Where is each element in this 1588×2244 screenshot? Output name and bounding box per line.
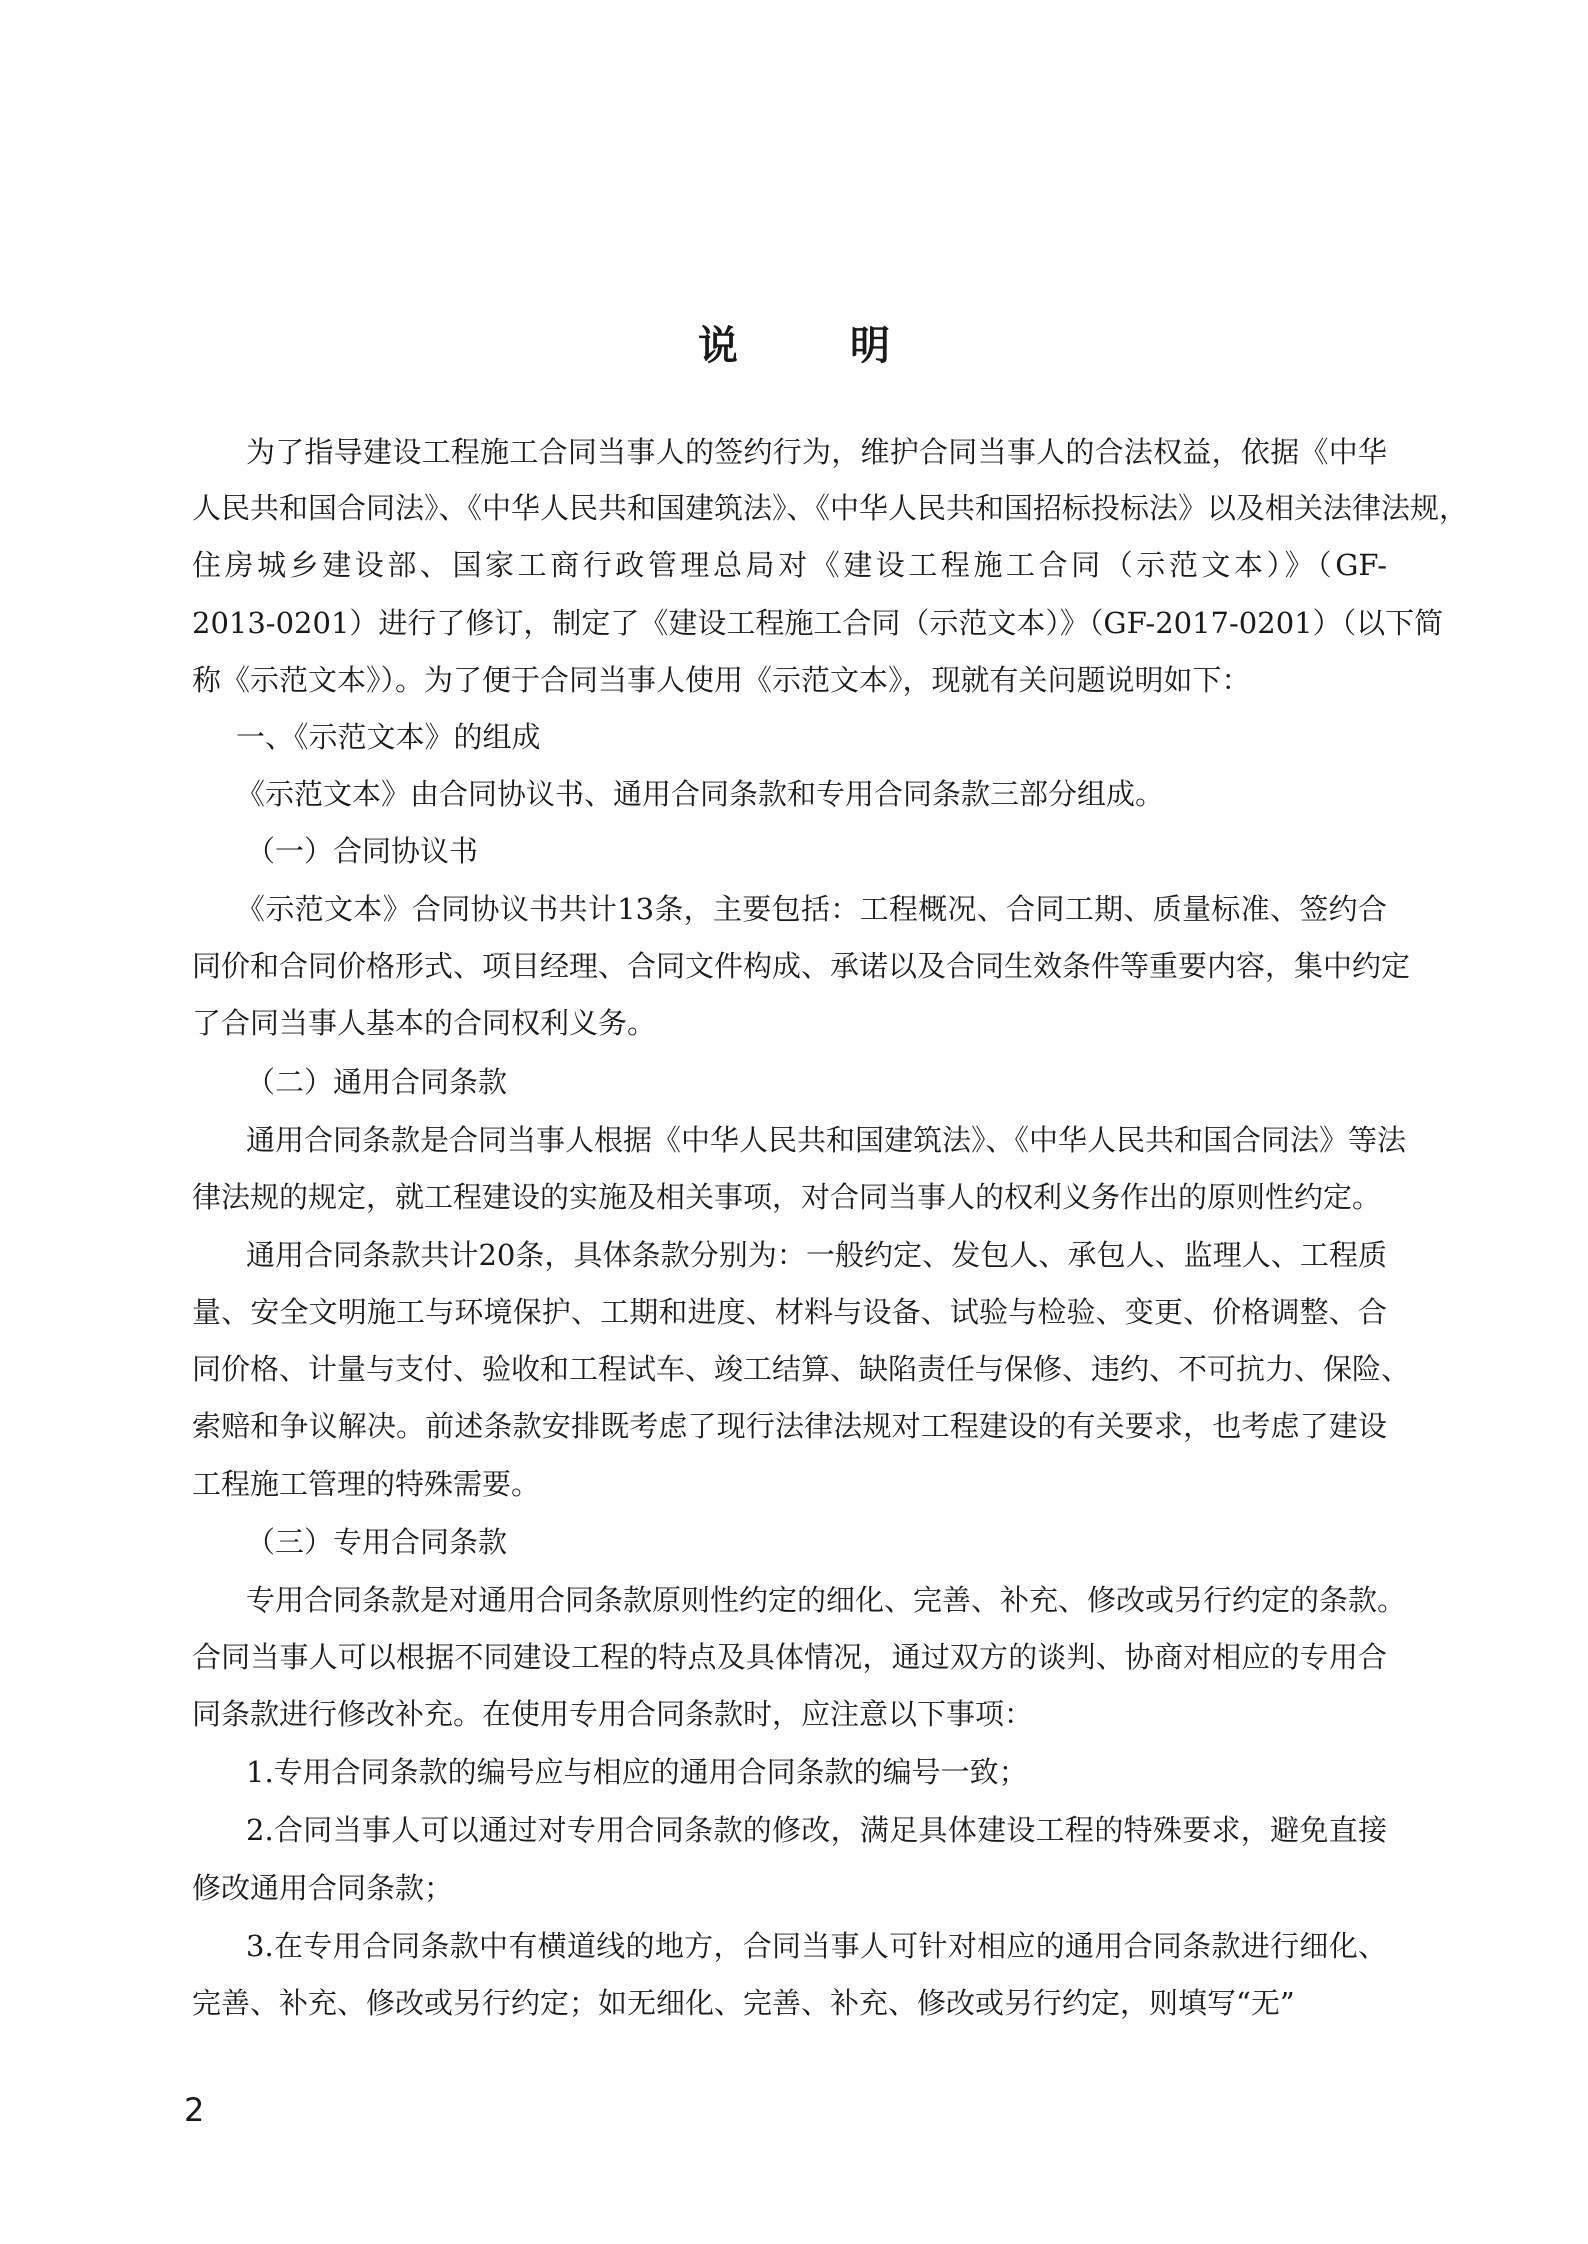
list-item: 2.合同当事人可以通过对专用合同条款的修改，满足具体建设工程的特殊要求，避免直接 (246, 1813, 1387, 1847)
subsection-heading: （一）合同协议书 (246, 834, 479, 868)
section-heading: 一、《示范文本》的组成 (236, 720, 541, 754)
subsection-heading: （二）通用合同条款 (246, 1065, 508, 1099)
text-line: 同价格、计量与支付、验收和工程试车、竣工结算、缺陷责任与保修、违约、不可抗力、保险、 (192, 1352, 1411, 1386)
page-title: 说 明 (698, 322, 926, 369)
text-line: 《示范文本》由合同协议书、通用合同条款和专用合同条款三部分组成。 (236, 777, 1165, 811)
text-line: 同条款进行修改补充。在使用专用合同条款时，应注意以下事项： (192, 1697, 1034, 1731)
text-line: 量、安全文明施工与环境保护、工期和进度、材料与设备、试验与检验、变更、价格调整、合 (192, 1295, 1387, 1329)
text-line: 2013-0201）进行了修订，制定了《建设工程施工合同（示范文本）》（GF-2017-0201）（以下简 (192, 606, 1444, 640)
text-line: 人民共和国合同法》、《中华人民共和国建筑法》、《中华人民共和国招标投标法》以及相关法律法规， (192, 491, 1469, 525)
text-line: 《示范文本》合同协议书共计13条，主要包括：工程概况、合同工期、质量标准、签约合 (236, 892, 1387, 926)
text-line: 通用合同条款是合同当事人根据《中华人民共和国建筑法》、《中华人民共和国合同法》等法 (246, 1123, 1407, 1157)
page-number: 2 (184, 2091, 205, 2129)
text-line: 了合同当事人基本的合同权利义务。 (192, 1006, 657, 1040)
text-line: 专用合同条款是对通用合同条款原则性约定的细化、完善、补充、修改或另行约定的条款。 (246, 1583, 1407, 1617)
text-line: 修改通用合同条款； (192, 1871, 454, 1905)
text-line: 完善、补充、修改或另行约定；如无细化、完善、补充、修改或另行约定，则填写“无” (192, 1986, 1295, 2020)
list-item: 3.在专用合同条款中有横道线的地方，合同当事人可针对相应的通用合同条款进行细化、 (246, 1929, 1387, 1963)
text-line: 合同当事人可以根据不同建设工程的特点及具体情况，通过双方的谈判、协商对相应的专用合 (192, 1640, 1387, 1674)
text-line: 索赔和争议解决。前述条款安排既考虑了现行法律法规对工程建设的有关要求，也考虑了建设 (192, 1409, 1387, 1443)
subsection-heading: （三）专用合同条款 (246, 1525, 508, 1559)
text-line: 称《示范文本》）。为了便于合同当事人使用《示范文本》，现就有关问题说明如下： (192, 663, 1251, 697)
text-line: 律法规的规定，就工程建设的实施及相关事项，对合同当事人的权利义务作出的原则性约定。 (192, 1180, 1382, 1214)
text-line: 为了指导建设工程施工合同当事人的签约行为，维护合同当事人的合法权益，依据《中华 (246, 435, 1387, 469)
text-line: 通用合同条款共计20条，具体条款分别为：一般约定、发包人、承包人、监理人、工程质 (246, 1238, 1387, 1272)
text-line: 住房城乡建设部、国家工商行政管理总局对《建设工程施工合同（示范文本）》（GF- (192, 548, 1387, 582)
list-item: 1.专用合同条款的编号应与相应的通用合同条款的编号一致； (246, 1755, 1028, 1789)
text-line: 工程施工管理的特殊需要。 (192, 1467, 541, 1501)
text-line: 同价和合同价格形式、项目经理、合同文件构成、承诺以及合同生效条件等重要内容，集中约定 (192, 949, 1411, 983)
